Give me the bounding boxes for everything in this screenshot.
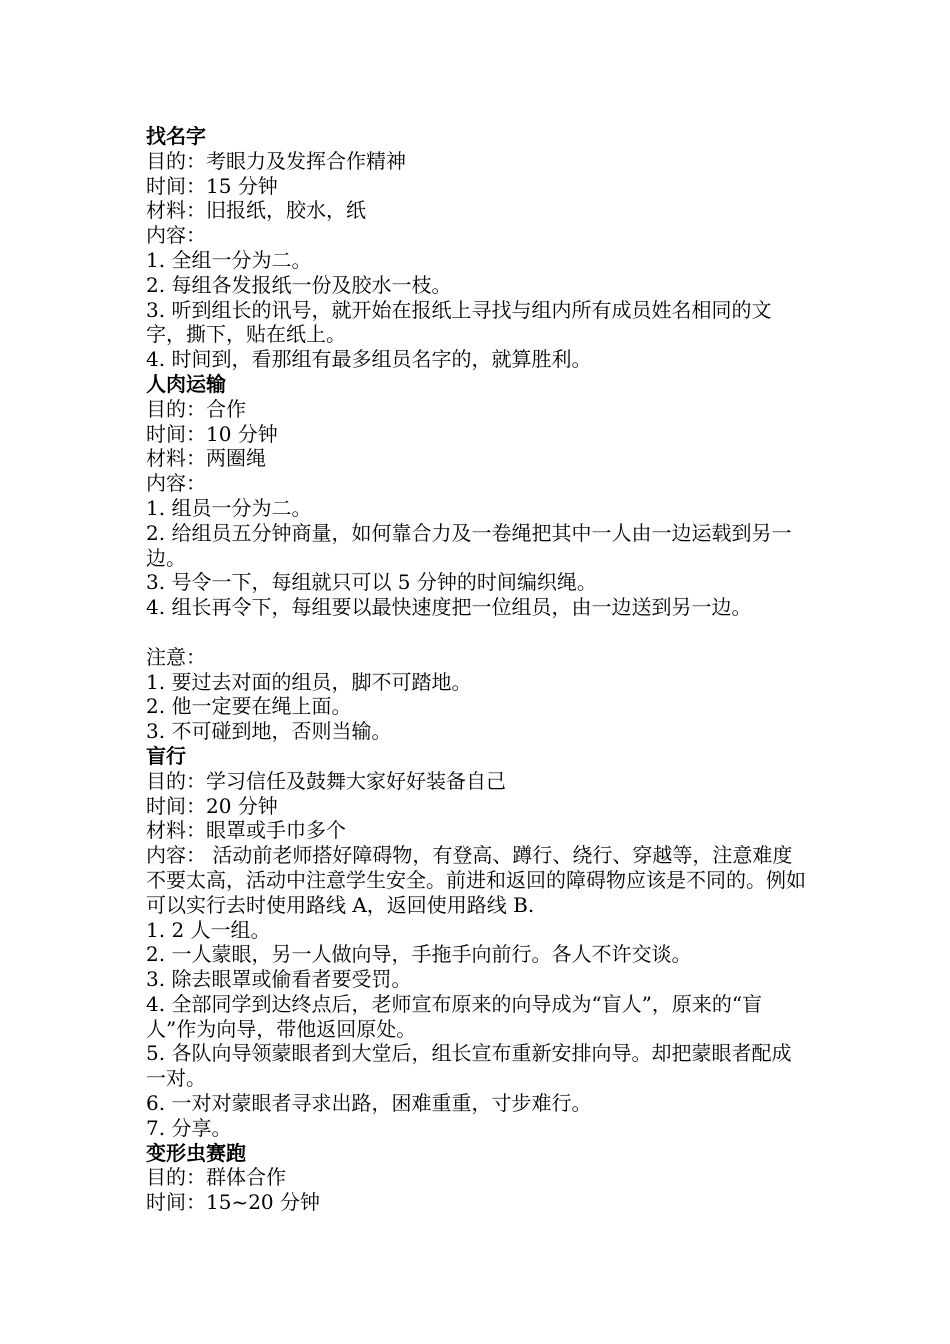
step-line: 1. 组员一分为二。 <box>146 495 312 520</box>
section-title: 找名字 <box>146 124 206 148</box>
blank-line <box>146 620 826 645</box>
time-line: 时间：10 分钟 <box>146 421 278 446</box>
content-label: 内容： <box>146 471 206 496</box>
step-line: 3. 除去眼罩或偷看者要受罚。 <box>146 967 412 992</box>
step-line: 1. 2 人一组。 <box>146 917 271 942</box>
section-amoeba-race <box>146 1141 826 1215</box>
purpose-line: 目的：考眼力及发挥合作精神 <box>146 148 406 173</box>
step-line: 6. 一对对蒙眼者寻求出路，困难重重，寸步难行。 <box>146 1091 592 1116</box>
section-find-names <box>146 124 826 372</box>
section-title: 变形虫赛跑 <box>146 1140 246 1165</box>
content-label: 内容： <box>146 223 206 248</box>
purpose-line: 目的：合作 <box>146 396 246 421</box>
step-line: 5. 各队向导领蒙眼者到大堂后，组长宣布重新安排向导。却把蒙眼者配成一对。 <box>146 1041 792 1091</box>
section-blind-walk <box>146 744 826 1141</box>
materials-line: 材料：眼罩或手巾多个 <box>146 818 346 843</box>
document-body <box>146 124 826 1215</box>
materials-line: 材料：两圈绳 <box>146 446 266 471</box>
step-line: 4. 时间到，看那组有最多组员名字的，就算胜利。 <box>146 347 592 372</box>
step-line: 4. 全部同学到达终点后，老师宣布原来的向导成为“盲人”，原来的“盲人”作为向导，带他返回原处。 <box>146 991 763 1041</box>
time-line: 时间：15 分钟 <box>146 173 278 198</box>
step-line: 2. 每组各发报纸一份及胶水一枝。 <box>146 272 452 297</box>
step-line: 2. 一人蒙眼，另一人做向导，手拖手向前行。各人不许交谈。 <box>146 942 692 967</box>
step-line: 4. 组长再令下，每组要以最快速度把一位组员，由一边送到另一边。 <box>146 595 752 620</box>
purpose-line: 目的：群体合作 <box>146 1165 286 1190</box>
note-line: 2. 他一定要在绳上面。 <box>146 694 352 719</box>
step-line: 2. 给组员五分钟商量，如何靠合力及一卷绳把其中一人由一边运载到另一边。 <box>146 520 792 570</box>
section-human-transport <box>146 372 826 744</box>
time-line: 时间：20 分钟 <box>146 793 278 818</box>
note-line: 3. 不可碰到地，否则当输。 <box>146 719 392 744</box>
step-line: 3. 号令一下，每组就只可以 5 分钟的时间编织绳。 <box>146 570 597 595</box>
step-line: 7. 分享。 <box>146 1115 232 1140</box>
section-title: 人肉运输 <box>146 371 226 396</box>
note-line: 1. 要过去对面的组员，脚不可踏地。 <box>146 669 472 694</box>
materials-line: 材料：旧报纸，胶水，纸 <box>146 198 366 223</box>
purpose-line: 目的：学习信任及鼓舞大家好好装备自己 <box>146 768 506 793</box>
notes-label: 注意： <box>146 644 206 669</box>
step-line: 3. 听到组长的讯号，就开始在报纸上寻找与组内所有成员姓名相同的文字，撕下，贴在纸上。 <box>146 297 772 347</box>
content-paragraph: 内容： 活动前老师搭好障碍物，有登高、蹲行、绕行、穿越等，注意难度不要太高，活动中注意学生安全。前进和返回的障碍物应该是不同的。例如可以实行去时使用路线 A，返回使用路线 B. <box>146 843 806 917</box>
section-title: 盲行 <box>146 743 186 768</box>
time-line: 时间：15~20 分钟 <box>146 1190 321 1215</box>
step-line: 1. 全组一分为二。 <box>146 247 312 272</box>
